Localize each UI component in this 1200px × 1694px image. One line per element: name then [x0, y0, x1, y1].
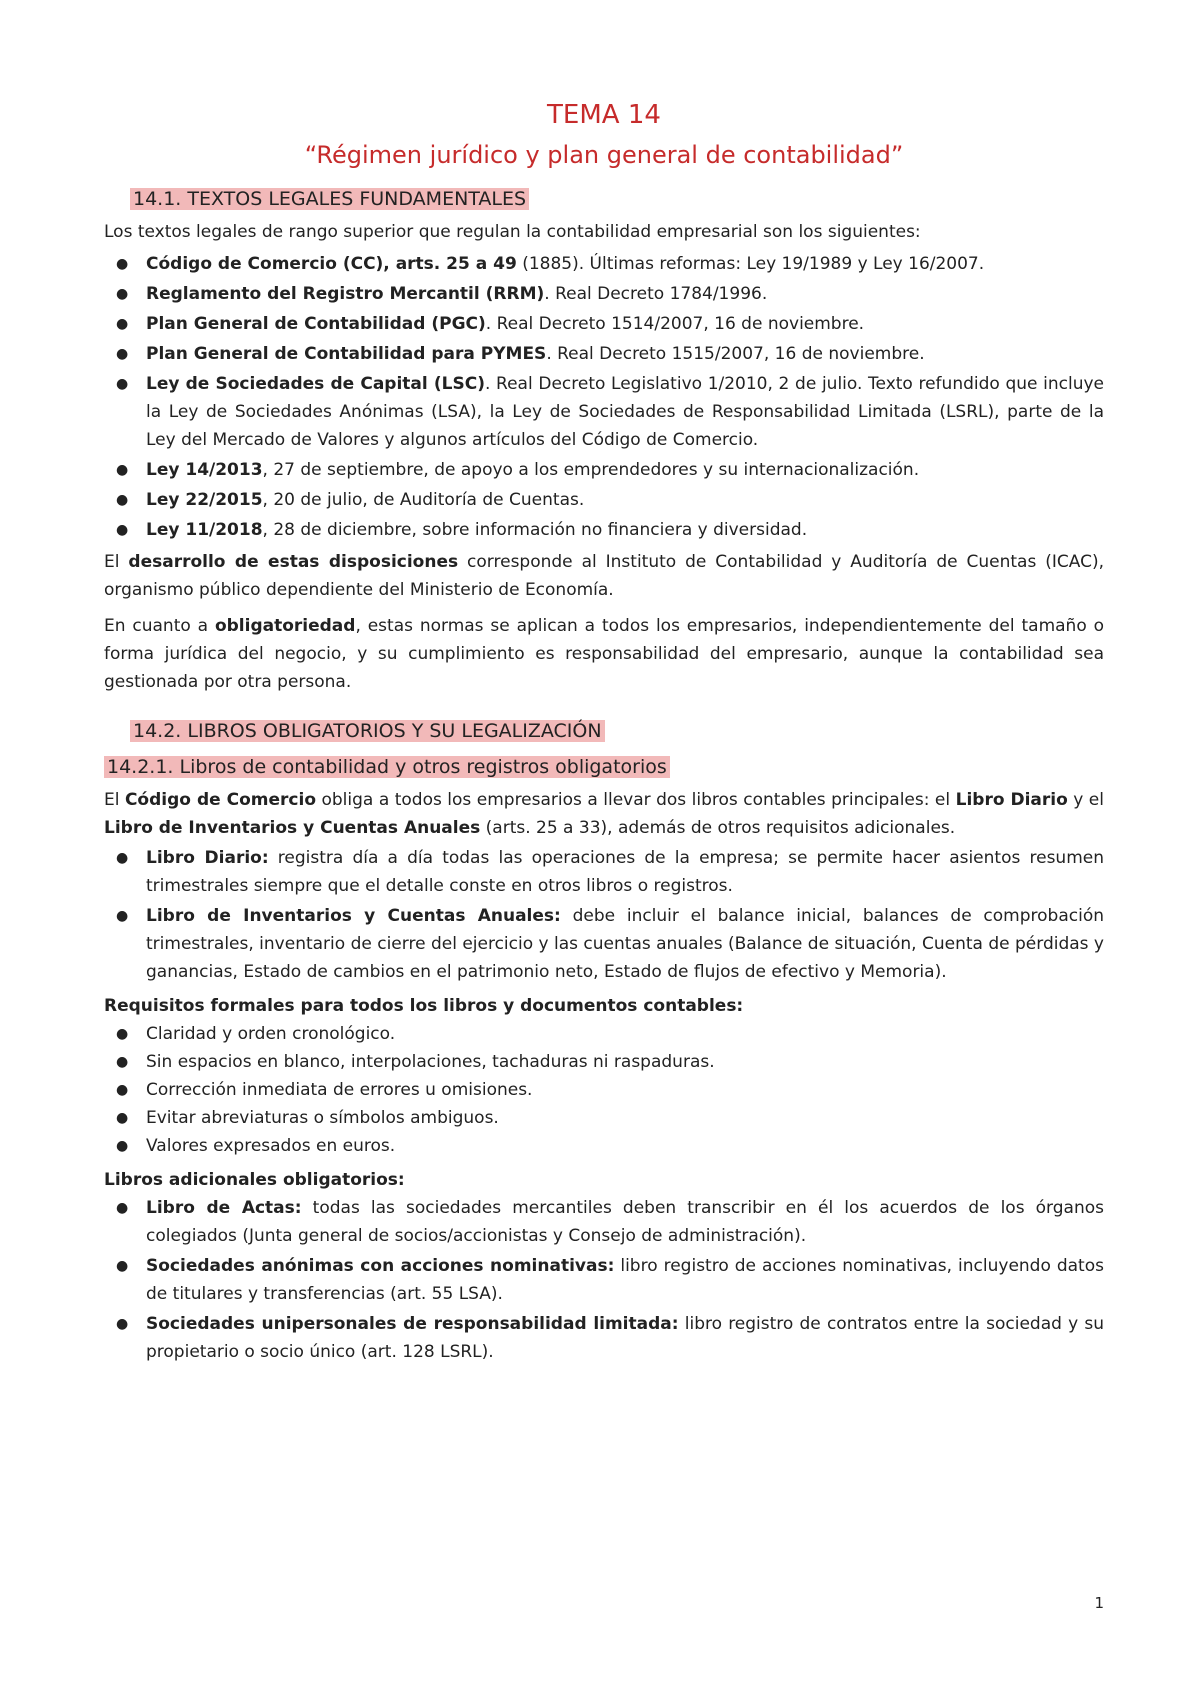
list-item-text: libro registro de acciones nominativas, incluyendo datos de titulares y transferencias (art. 55 LSA). — [146, 1256, 1104, 1304]
list-item-text: Claridad y orden cronológico. — [146, 1024, 396, 1044]
text-run: (arts. 25 a 33), además de otros requisitos adicionales. — [480, 818, 956, 838]
list-item — [104, 456, 1104, 484]
bold-run: Requisitos formales para todos los libros y documentos contables: — [104, 996, 744, 1016]
sec1-intro: Los textos legales de rango superior que regulan la contabilidad empresarial son los siguientes: — [104, 222, 921, 242]
list-item-text: Evitar abreviaturas o símbolos ambiguos. — [146, 1108, 499, 1128]
bold-run: desarrollo de estas disposiciones — [128, 552, 459, 572]
sec1-paragraph-development — [104, 548, 1104, 604]
document-subtitle: “Régimen jurídico y plan general de contabilidad” — [304, 141, 904, 169]
list-item — [104, 370, 1104, 454]
requirements-list — [104, 1020, 1104, 1160]
list-item-text: . Real Decreto 1514/2007, 16 de noviembre. — [485, 314, 865, 334]
bold-run: Código de Comercio — [124, 790, 317, 810]
subsection-heading-14-2-1-text: 14.2.1. Libros de contabilidad y otros registros obligatorios — [104, 756, 670, 778]
list-item — [104, 1310, 1104, 1366]
list-item-text: , 20 de julio, de Auditoría de Cuentas. — [262, 490, 585, 510]
list-item — [104, 1048, 1104, 1076]
section-heading-14-2-text: 14.2. LIBROS OBLIGATORIOS Y SU LEGALIZACIÓN — [130, 720, 605, 742]
bullet-icon: ● — [116, 1316, 129, 1332]
text-run: corresponde al Instituto de Contabilidad y Auditoría de Cuentas (ICAC), organismo público dependiente del Ministerio de Economía. — [104, 552, 1105, 600]
requirements-heading — [104, 992, 1104, 1020]
bullet-icon: ● — [116, 256, 129, 272]
subsection-heading-14-2-1 — [104, 754, 1104, 780]
text-run: obliga a todos los empresarios a llevar dos libros contables principales: el — [316, 790, 956, 810]
bullet-icon: ● — [116, 908, 129, 924]
list-item — [104, 310, 1104, 338]
list-item-text: libro registro de contratos entre la sociedad y su propietario o socio único (art. 128 LSRL). — [146, 1314, 1104, 1362]
text-run: El — [104, 790, 125, 810]
list-item-text: . Real Decreto 1784/1996. — [544, 284, 768, 304]
bullet-icon: ● — [116, 316, 129, 332]
document-page — [104, 98, 1104, 1366]
list-item-bold: Ley 11/2018 — [146, 520, 263, 540]
list-item-bold: Plan General de Contabilidad para PYMES — [146, 344, 547, 364]
bullet-icon: ● — [116, 1026, 129, 1042]
list-item-bold: Plan General de Contabilidad (PGC) — [146, 314, 486, 334]
text-run: El — [104, 552, 129, 572]
bullet-icon: ● — [116, 492, 129, 508]
list-item — [104, 1104, 1104, 1132]
bullet-icon: ● — [116, 850, 129, 866]
bold-run: Libro Diario — [955, 790, 1068, 810]
list-item-text: todas las sociedades mercantiles deben transcribir en él los acuerdos de los órganos colegiados (Junta general de socios/accionistas y Consejo de administración). — [146, 1198, 1104, 1246]
list-item-text: . Real Decreto 1515/2007, 16 de noviembre. — [546, 344, 925, 364]
section-heading-14-1-text: 14.1. TEXTOS LEGALES FUNDAMENTALES — [130, 188, 529, 210]
list-item-bold: Ley de Sociedades de Capital (LSC) — [146, 374, 485, 394]
sec1-paragraph-obligation — [104, 612, 1104, 696]
bold-run: Libro de Inventarios y Cuentas Anuales — [104, 818, 481, 838]
list-item — [104, 486, 1104, 514]
list-item-bold: Libro Diario: — [146, 848, 269, 868]
bullet-icon: ● — [116, 462, 129, 478]
list-item — [104, 340, 1104, 368]
list-item-bold: Libro de Actas: — [146, 1198, 302, 1218]
list-item — [104, 1132, 1104, 1160]
list-item-bold: Sociedades unipersonales de responsabilidad limitada: — [146, 1314, 679, 1334]
bullet-icon: ● — [116, 1082, 129, 1098]
list-item — [104, 844, 1104, 900]
list-item-bold: Reglamento del Registro Mercantil (RRM) — [146, 284, 545, 304]
list-item — [104, 902, 1104, 986]
list-item-text: Sin espacios en blanco, interpolaciones, tachaduras ni raspaduras. — [146, 1052, 715, 1072]
section-heading-14-1 — [130, 186, 1104, 212]
list-item-text: Corrección inmediata de errores u omisiones. — [146, 1080, 533, 1100]
list-item-text: . Real Decreto Legislativo 1/2010, 2 de julio. Texto refundido que incluye la Ley de Sociedades Anónimas (LSA), la Ley de Sociedades de Responsabilidad Limitada (LSRL), parte de la Ley del Mercado de Valores y algunos artículos del Código de Comercio. — [146, 374, 1104, 450]
document-title: TEMA 14 — [547, 100, 661, 130]
list-item-bold: Ley 22/2015 — [146, 490, 263, 510]
list-item-bold: Sociedades anónimas con acciones nominativas: — [146, 1256, 615, 1276]
main-books-list — [104, 844, 1104, 986]
bullet-icon: ● — [116, 1110, 129, 1126]
bullet-icon: ● — [116, 1200, 129, 1216]
bullet-icon: ● — [116, 1138, 129, 1154]
list-item-bold: Ley 14/2013 — [146, 460, 263, 480]
list-item-text: , 27 de septiembre, de apoyo a los emprendedores y su internacionalización. — [262, 460, 920, 480]
page-number: 1 — [1094, 1594, 1104, 1612]
list-item — [104, 1252, 1104, 1308]
sec2-intro — [104, 786, 1104, 842]
list-item-text: , 28 de diciembre, sobre información no financiera y diversidad. — [262, 520, 808, 540]
list-item — [104, 280, 1104, 308]
text-run: y el — [1067, 790, 1104, 810]
list-item — [104, 1194, 1104, 1250]
section-heading-14-2 — [130, 718, 1104, 744]
list-item-text: registra día a día todas las operaciones de la empresa; se permite hacer asientos resumen trimestrales siempre que el detalle conste en otros libros o registros. — [146, 848, 1104, 896]
additional-books-list — [104, 1194, 1104, 1366]
bullet-icon: ● — [116, 346, 129, 362]
list-item-text: Valores expresados en euros. — [146, 1136, 396, 1156]
bullet-icon: ● — [116, 286, 129, 302]
bullet-icon: ● — [116, 1054, 129, 1070]
bold-run: Libros adicionales obligatorios: — [104, 1170, 405, 1190]
list-item — [104, 516, 1104, 544]
text-run: En cuanto a — [104, 616, 215, 636]
text-run: , estas normas se aplican a todos los empresarios, independientemente del tamaño o forma jurídica del negocio, y su cumplimiento es responsabilidad del empresario, aunque la contabilidad sea gestionada por otra persona. — [104, 616, 1104, 692]
legal-texts-list — [104, 250, 1104, 544]
bullet-icon: ● — [116, 376, 129, 392]
additional-books-heading — [104, 1166, 1104, 1194]
list-item-text: (1885). Últimas reformas: Ley 19/1989 y Ley 16/2007. — [516, 254, 985, 274]
list-item — [104, 250, 1104, 278]
bullet-icon: ● — [116, 1258, 129, 1274]
list-item — [104, 1076, 1104, 1104]
list-item — [104, 1020, 1104, 1048]
list-item-bold: Código de Comercio (CC), arts. 25 a 49 — [146, 254, 517, 274]
list-item-text: debe incluir el balance inicial, balances de comprobación trimestrales, inventario de cierre del ejercicio y las cuentas anuales (Balance de situación, Cuenta de pérdidas y ganancias, Estado de cambios en el patrimonio neto, Estado de flujos de efectivo y Memoria). — [146, 906, 1104, 982]
bullet-icon: ● — [116, 522, 129, 538]
bold-run: obligatoriedad — [214, 616, 356, 636]
list-item-bold: Libro de Inventarios y Cuentas Anuales: — [146, 906, 561, 926]
